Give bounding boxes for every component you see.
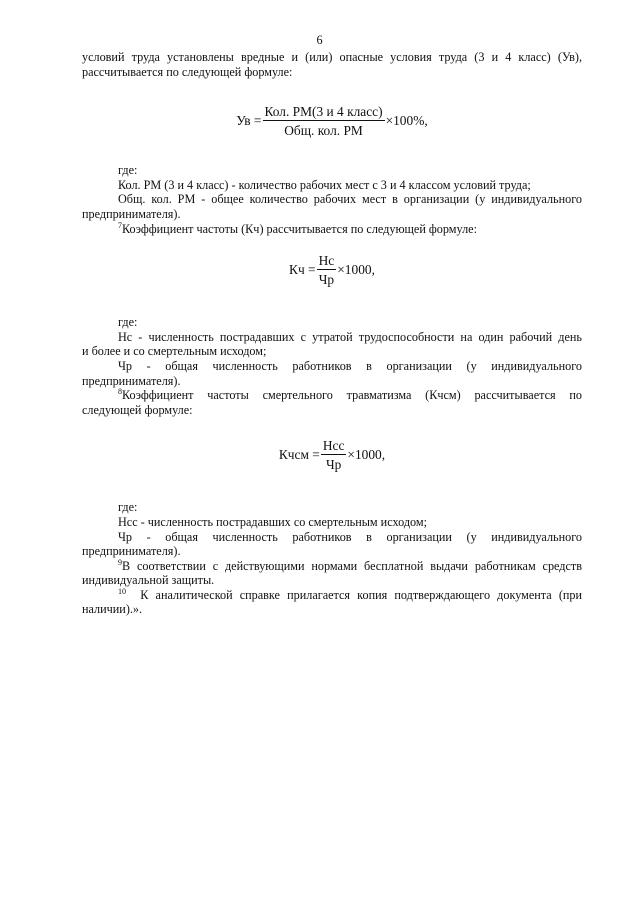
definitions-kchsm: [82, 500, 582, 617]
where-label: где:: [118, 163, 138, 178]
definition-item-continuation: и более и со смертельным исходом;: [82, 344, 267, 359]
formula-uv-suffix: ×100%,: [385, 112, 428, 128]
intro-line-1: условий труда установлены вредные и (или) опасные условия труда (3 и 4 класс) (Ув),: [82, 50, 582, 64]
footnote-7-text: Коэффициент частоты (Кч) рассчитывается по следующей формуле:: [122, 221, 477, 236]
formula-kchsm-suffix: ×1000,: [347, 447, 386, 463]
definition-item-continuation: предпринимателя).: [82, 373, 181, 388]
page-number: 6: [316, 33, 323, 47]
where-label: где:: [118, 315, 138, 330]
footnote-marker: 9: [118, 557, 122, 567]
formula-kch-denominator: Чр: [318, 272, 335, 288]
page-content: [82, 50, 582, 617]
definition-item-continuation: предпринимателя).: [82, 544, 181, 559]
footnote-marker: 10: [118, 586, 126, 596]
definition-item: Кол. РМ (3 и 4 класс) - количество рабочих мест с 3 и 4 классом условий труда;: [118, 177, 531, 192]
footnote-10-text: К аналитической справке прилагается копия подтверждающего документа (при: [140, 587, 583, 602]
formula-kch-lhs: Кч =: [289, 261, 316, 277]
footnote-10-continuation: наличии).».: [82, 602, 143, 617]
formula-uv: [82, 101, 582, 141]
footnote-7: [82, 222, 582, 237]
intro-line-2: рассчитывается по следующей формуле:: [82, 64, 293, 79]
definition-item: Общ. кол. РМ - общее количество рабочих мест в организации (у индивидуального: [118, 192, 582, 207]
definition-item: Чр - общая численность работников в организации (у индивидуального: [118, 529, 582, 544]
definition-item: Нс - численность пострадавших с утратой трудоспособности на один рабочий день: [118, 329, 582, 344]
footnote-9-continuation: индивидуальной защиты.: [82, 573, 215, 588]
definition-item: Чр - общая численность работников в организации (у индивидуального: [118, 358, 582, 373]
formula-kch: [82, 250, 582, 290]
formula-kchsm-lhs: Кчсм =: [278, 447, 320, 463]
footnote-8-text: Коэффициент частоты смертельного травматизма (Кчсм) рассчитывается по: [122, 388, 582, 403]
footnote-marker: 7: [118, 220, 122, 230]
formula-uv-fraction: [263, 104, 385, 138]
footnote-9: [82, 559, 582, 574]
formula-kchsm-numerator: Нсс: [322, 438, 345, 454]
definition-item: Нсс - численность пострадавших со смертельным исходом;: [118, 514, 427, 529]
formula-uv-lhs: Ув =: [236, 112, 262, 128]
formula-kch-suffix: ×1000,: [337, 261, 375, 277]
footnote-8: [82, 388, 582, 403]
footnote-9-text: В соответствии с действующими нормами бесплатной выдачи работникам средств: [122, 558, 582, 573]
footnote-marker: 8: [118, 387, 122, 397]
formula-kch-fraction: [317, 253, 337, 287]
definition-item-continuation: предпринимателя).: [82, 206, 181, 221]
footnote-8-continuation: следующей формуле:: [82, 402, 193, 417]
formula-kchsm-denominator: Чр: [325, 457, 342, 473]
formula-kch-numerator: Нс: [318, 253, 335, 269]
formula-uv-numerator: Кол. РМ(3 и 4 класс): [264, 104, 383, 120]
formula-kchsm: [82, 435, 582, 475]
where-label: где:: [118, 500, 138, 515]
formula-kchsm-fraction: [321, 438, 347, 472]
footnote-10: [82, 588, 582, 603]
formula-uv-denominator: Общ. кол. РМ: [284, 123, 363, 139]
definitions-kch: [82, 315, 582, 417]
definitions-uv: [82, 163, 582, 236]
